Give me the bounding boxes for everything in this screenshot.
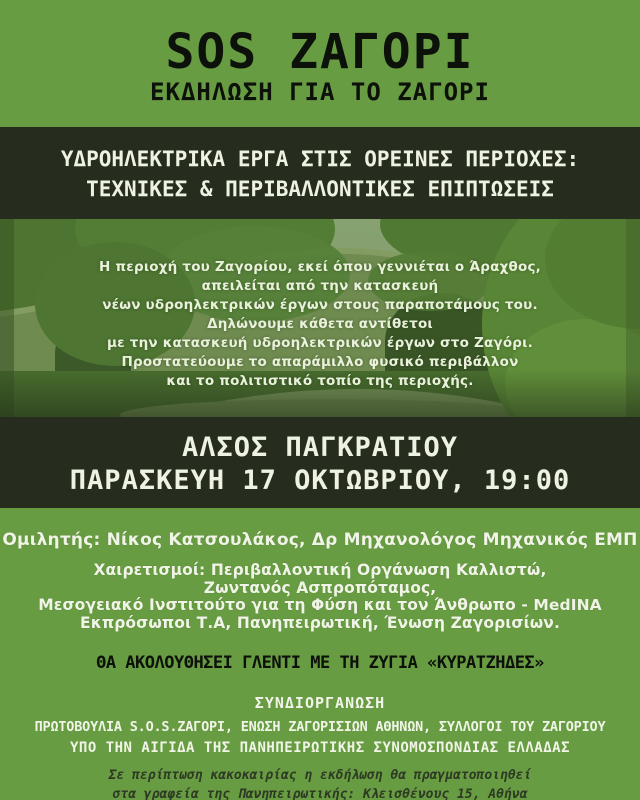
greetings-line: Χαιρετισμοί: Περιβαλλοντική Οργάνωση Καλλιστώ, <box>93 561 547 579</box>
overlay-line: με την κατασκευή υδροηλεκτρικών έργων στο Ζαγόρι. <box>107 335 533 351</box>
greetings-line: Ζωντανός Ασπροπόταμος, <box>203 578 437 597</box>
speaker-line: Ομιλητής: Νίκος Κατσουλάκος, Δρ Μηχανολόγος Μηχανικός ΕΜΠ <box>2 530 638 550</box>
organizers-line-2: ΥΠΟ ΤΗΝ ΑΙΓΙΔΑ ΤΗΣ ΠΑΝΗΠΕΙΡΩΤΙΚΗΣ ΣΥΝΟΜΟΣΠΟΝΔΙΑΣ ΕΛΛΑΔΑΣ <box>69 740 570 756</box>
organizers-heading: ΣΥΝΔΙΟΡΓΑΝΩΣΗ <box>254 694 386 712</box>
overlay-line: νέων υδροηλεκτρικών έργων στους παραποτάμους του. <box>102 297 538 313</box>
overlay-line: απειλείται από την κατασκευή <box>201 278 439 294</box>
organizers-line-1: ΠΡΩΤΟΒΟΥΛΙΑ S.O.S.ΖΑΓΟΡΙ, ΕΝΩΣΗ ΖΑΓΟΡΙΣΙΩΝ ΑΘΗΝΩΝ, ΣΥΛΛΟΓΟΙ ΤΟΥ ΖΑΓΟΡΙΟΥ <box>34 719 606 735</box>
greetings-line: Εκπρόσωποι Τ.Α, Πανηπειρωτική, Ένωση Ζαγορισίων. <box>80 613 560 632</box>
topic-banner-line-1: ΥΔΡΟΗΛΕΚΤΡΙΚΑ ΕΡΓΑ ΣΤΙΣ ΟΡΕΙΝΕΣ ΠΕΡΙΟΧΕΣ: <box>60 147 580 171</box>
event-details <box>0 508 640 800</box>
venue-datetime: ΠΑΡΑΣΚΕΥΗ 17 ΟΚΤΩΒΡΙΟΥ, 19:00 <box>69 465 571 496</box>
bridge-photo <box>0 219 640 417</box>
overlay-line: Δηλώνουμε κάθετα αντίθετοι <box>207 316 433 332</box>
overlay-line: και το πολιτιστικό τοπίο της περιοχής. <box>166 373 474 389</box>
venue-name: ΑΛΣΟΣ ΠΑΓΚΡΑΤΙΟΥ <box>181 432 459 463</box>
weather-note-line-2: στα γραφεία της Πανηπειρωτικής: Κλεισθένους 15, Αθήνα <box>112 787 528 800</box>
venue-banner <box>0 417 640 508</box>
weather-note <box>0 766 640 800</box>
overlay-line: Προστατεύουμε το απαράμιλλο φυσικό περιβάλλον <box>121 354 519 370</box>
topic-banner <box>0 127 640 219</box>
topic-banner-line-2: ΤΕΧΝΙΚΕΣ & ΠΕΡΙΒΑΛΛΟΝΤΙΚΕΣ ΕΠΙΠΤΩΣΕΙΣ <box>86 177 554 201</box>
photo-overlay-text <box>0 258 640 391</box>
poster-header <box>0 0 640 127</box>
poster-title: SOS ΖΑΓΟΡΙ <box>165 24 475 80</box>
party-announcement: ΘΑ ΑΚΟΛΟΥΘΗΣΕΙ ΓΛΕΝΤΙ ΜΕ ΤΗ ΖΥΓΙΑ «ΚΥΡΑΤΖΗΔΕΣ» <box>96 653 544 673</box>
poster-subtitle: ΕΚΔΗΛΩΣΗ ΓΙΑ ΤΟ ΖΑΓΟΡΙ <box>150 78 490 106</box>
greetings-block <box>0 562 640 632</box>
greetings-line: Μεσογειακό Ινστιτούτο για τη Φύση και τον Άνθρωπο - MedINA <box>38 596 602 614</box>
overlay-line: Η περιοχή του Ζαγορίου, εκεί όπου γεννιέται ο Άραχθος, <box>98 259 541 275</box>
weather-note-line-1: Σε περίπτωση κακοκαιρίας η εκδήλωση θα πραγματοποιηθεί <box>108 768 532 783</box>
